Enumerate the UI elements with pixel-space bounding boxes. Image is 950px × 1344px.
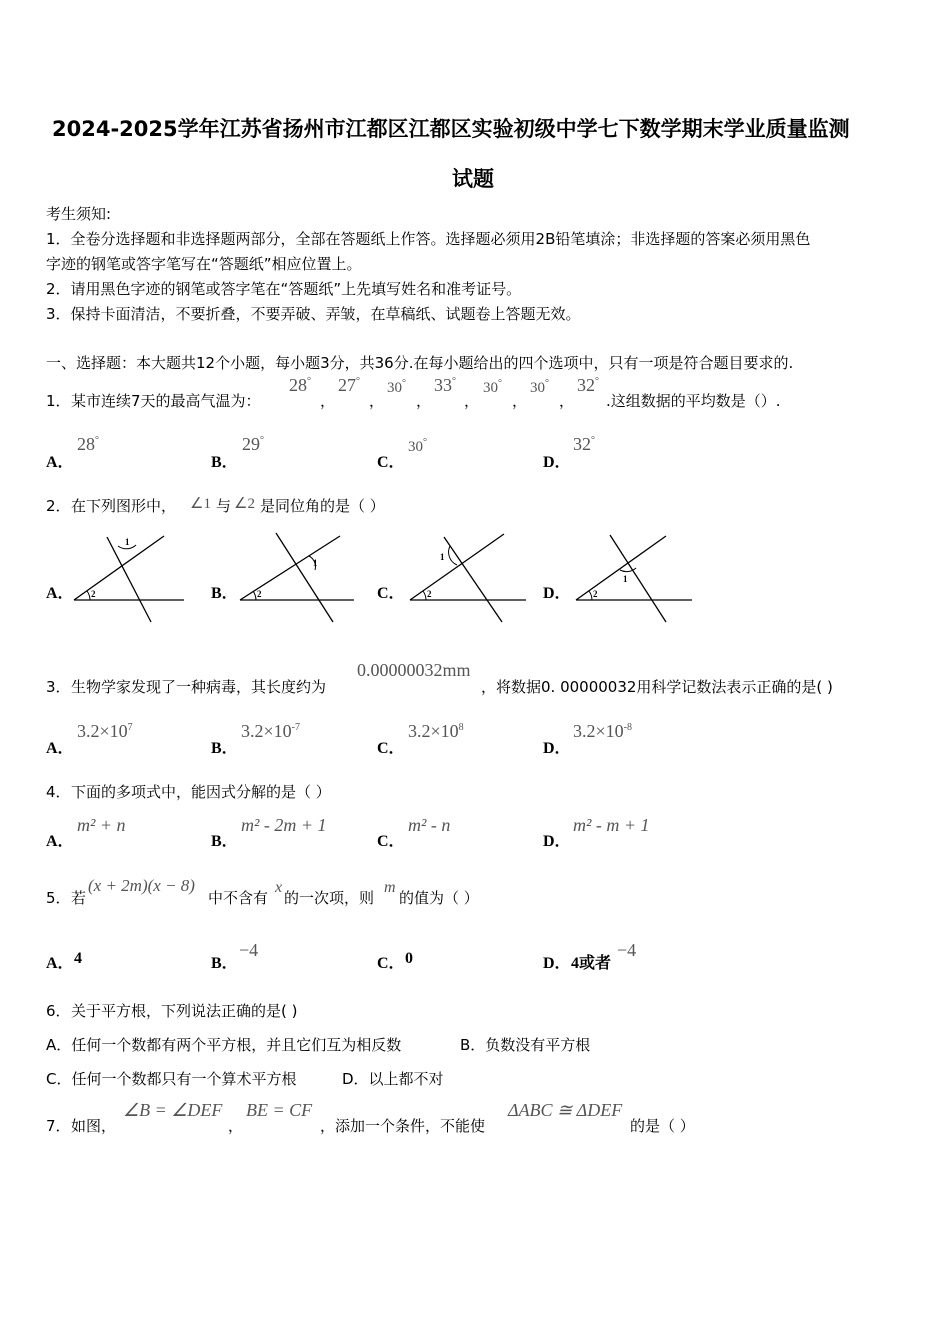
page-title: 2024-2025学年江苏省扬州市江都区江都区实验初级中学七下数学期末学业质量监测 [52, 117, 850, 141]
notice-item-3: 3．保持卡面清洁，不要折叠，不要弄破、弄皱，在草稿纸、试题卷上答题无效。 [46, 305, 581, 323]
q5-option-b-value: −4 [239, 940, 259, 960]
page-title-continued: 试题 [452, 167, 494, 191]
q1-option-d-label[interactable]: D． [543, 454, 571, 471]
q7-condition-1: ∠B = ∠DEF [123, 1100, 223, 1120]
q6-number: 6． [46, 1002, 71, 1020]
q3-option-d-label[interactable]: D． [543, 740, 571, 757]
q2-figure-c [406, 530, 530, 625]
section-heading: 一、选择题：本大题共12个小题，每小题3分，共36分.在每小题给出的四个选项中，只有一项是符合题目要求的. [46, 354, 794, 372]
q1-temp-2: 27° [338, 375, 360, 395]
q5-option-a-value: 4 [74, 950, 82, 967]
q5-option-d-extra: −4 [617, 940, 637, 960]
q3-option-d-value: $3.2\times 10^{-8}$ [573, 721, 632, 741]
q5-text-b: 中不含有 [208, 889, 269, 907]
q3-option-a-label[interactable]: A． [46, 740, 74, 757]
q1-temp-5: 30° [483, 378, 502, 396]
q2b-label-2: 2 [257, 589, 262, 599]
q3-option-b-value: $3.2\times 10^{-7}$ [241, 721, 300, 741]
q2-option-a-label[interactable]: A． [46, 585, 74, 602]
q2a-label-1: 1 [125, 537, 130, 547]
q7-sep: ， [228, 1117, 244, 1135]
q4-option-a-expr: m² + n [77, 815, 126, 835]
q2-option-b-label[interactable]: B． [211, 585, 238, 602]
q2d-label-2: 2 [593, 589, 598, 599]
q6-option-a[interactable]: A．任何一个数都有两个平方根，并且它们互为相反数 [46, 1036, 402, 1054]
q2-text-c: 是同位角的是（ ） [260, 497, 385, 515]
q1-temp-7: 32° [577, 375, 599, 395]
q1-option-a-value: 28° [77, 434, 99, 454]
q4-option-b-label[interactable]: B． [211, 833, 238, 850]
q6-option-c[interactable]: C．任何一个数都只有一个算术平方根 [46, 1070, 297, 1088]
q2-text-a: 在下列图形中， [71, 497, 177, 515]
q3-number: 3． [46, 678, 71, 696]
q2a-label-2: 2 [91, 589, 96, 599]
q5-var-x: x [275, 879, 283, 896]
q3-length: 0.00000032mm [357, 660, 471, 680]
notice-item-1-cont: 字迹的钢笔或答字笔写在“答题纸”相应位置上。 [46, 255, 362, 273]
q5-var-m: m [384, 879, 396, 896]
q1-text-after: .这组数据的平均数是（）. [606, 392, 781, 410]
q5-option-c-value: 0 [405, 950, 413, 967]
q2-angle-1: ∠1 [190, 496, 211, 512]
q6-text: 关于平方根，下列说法正确的是( ) [71, 1002, 298, 1020]
q3-option-a-value: $3.2\times 10^7$ [77, 721, 133, 741]
q1-sep: ， [512, 392, 528, 410]
q1-option-b-label[interactable]: B． [211, 454, 238, 471]
q3-text: 生物学家发现了一种病毒，其长度约为 [71, 678, 327, 696]
q1-option-c-value: 30° [408, 437, 427, 455]
q1-temp-3: 30° [387, 378, 406, 396]
notice-item-1: 1．全卷分选择题和非选择题两部分，全部在答题纸上作答。选择题必须用2B铅笔填涂；非选择题的答案必须用黑色 [46, 230, 811, 248]
q4-option-c-expr: m² - n [408, 815, 451, 835]
q2-text-b: 与 [216, 497, 232, 515]
q1-option-d-value: 32° [573, 434, 595, 454]
q2-number: 2． [46, 497, 71, 515]
q1-text: 某市连续7天的最高气温为： [71, 392, 261, 410]
q4-option-d-label[interactable]: D． [543, 833, 571, 850]
notice-item-2: 2．请用黑色字迹的钢笔或答字笔在“答题纸”上先填写姓名和准考证号。 [46, 280, 522, 298]
q7-text-c: 的是（ ） [630, 1117, 695, 1135]
q3-option-b-label[interactable]: B． [211, 740, 238, 757]
q1-sep: ， [559, 392, 575, 410]
q2-option-d-label[interactable]: D． [543, 585, 571, 602]
q5-option-a-label[interactable]: A． [46, 955, 74, 972]
q2-figure-d [572, 530, 696, 625]
q1-temp-6: 30° [530, 378, 549, 396]
q2c-label-1: 1 [440, 552, 445, 562]
q5-option-d-label[interactable]: D． [543, 955, 571, 972]
q1-option-a-label[interactable]: A． [46, 454, 74, 471]
q7-text-a: 如图， [71, 1117, 117, 1135]
q2-angle-2: ∠2 [234, 496, 255, 512]
q6-option-b[interactable]: B．负数没有平方根 [460, 1036, 591, 1054]
q7-text-b: ，添加一个条件，不能使 [320, 1117, 486, 1135]
q2-figure-b [236, 530, 358, 625]
q1-option-b-value: 29° [242, 434, 264, 454]
q2b-label-1: 1 [313, 558, 318, 568]
q3-text-after: ，将数据0. 00000032用科学记数法表示正确的是( ) [481, 678, 833, 696]
q1-sep: ， [320, 392, 336, 410]
q5-option-d-value: 4或者 [571, 955, 612, 972]
q7-number: 7． [46, 1117, 71, 1135]
q2c-label-2: 2 [427, 589, 432, 599]
q4-text: 下面的多项式中，能因式分解的是（ ） [71, 783, 331, 801]
q1-sep: ， [369, 392, 385, 410]
q1-number: 1． [46, 392, 71, 410]
notice-heading: 考生须知: [46, 205, 112, 223]
q6-option-d[interactable]: D．以上都不对 [342, 1070, 444, 1088]
q1-option-c-label[interactable]: C． [377, 454, 405, 471]
q5-option-c-label[interactable]: C． [377, 955, 405, 972]
q2-option-c-label[interactable]: C． [377, 585, 405, 602]
q5-number: 5． [46, 889, 71, 907]
q4-option-d-expr: m² - m + 1 [573, 815, 650, 835]
q5-option-b-label[interactable]: B． [211, 955, 238, 972]
q1-sep: ， [464, 392, 480, 410]
q4-option-b-expr: m² - 2m + 1 [241, 815, 327, 835]
q4-option-c-label[interactable]: C． [377, 833, 405, 850]
q1-temp-4: 33° [434, 375, 456, 395]
q4-option-a-label[interactable]: A． [46, 833, 74, 850]
q2-figure-a [70, 530, 190, 625]
q7-congruence: ΔABC ≅ ΔDEF [508, 1100, 623, 1120]
q3-option-c-value: $3.2\times 10^8$ [408, 721, 464, 741]
q5-expr: (x + 2m)(x − 8) [88, 876, 195, 895]
q1-sep: ， [416, 392, 432, 410]
q7-condition-2: BE = CF [246, 1100, 313, 1120]
q4-number: 4． [46, 783, 71, 801]
q1-temp-1: 28° [289, 375, 311, 395]
q5-text-a: 若 [71, 889, 87, 907]
q5-text-d: 的值为（ ） [399, 889, 479, 907]
q3-option-c-label[interactable]: C． [377, 740, 405, 757]
q5-text-c: 的一次项，则 [284, 889, 375, 907]
q2d-label-1: 1 [623, 574, 628, 584]
